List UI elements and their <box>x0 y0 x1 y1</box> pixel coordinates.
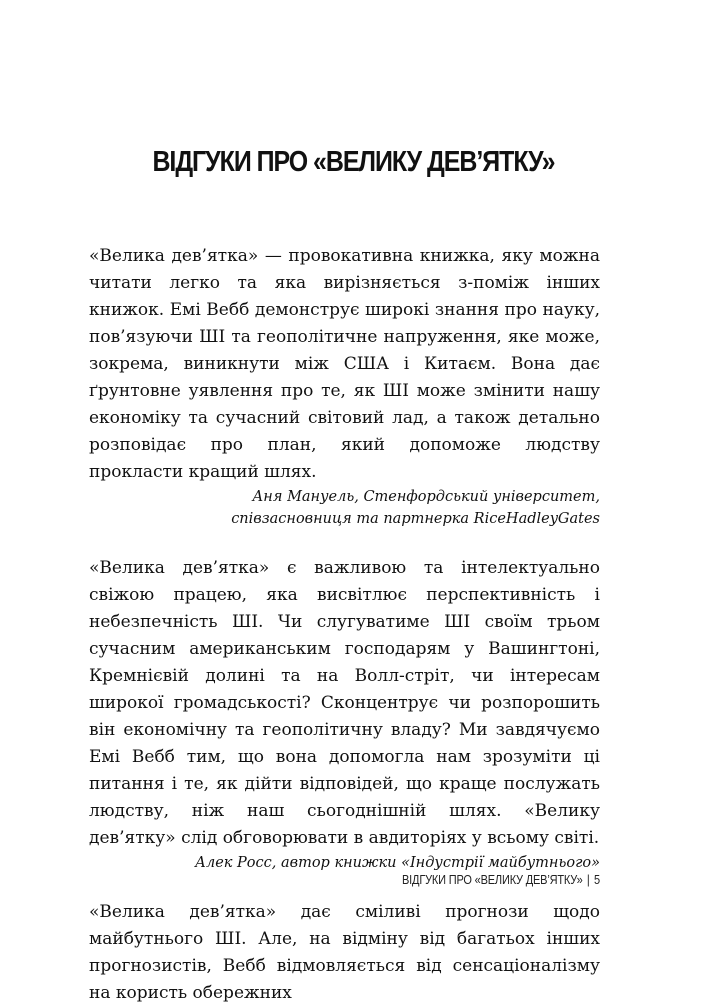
review-2 <box>89 555 600 874</box>
review-3 <box>89 899 600 1007</box>
running-title: ВІДГУКИ ПРО «ВЕЛИКУ ДЕВ’ЯТКУ» <box>402 873 583 887</box>
reviews-section <box>89 243 600 1007</box>
page-title: ВІДГУКИ ПРО «ВЕЛИКУ ДЕВ’ЯТКУ» <box>152 146 555 178</box>
footer-separator: | <box>586 873 590 887</box>
review-attribution: Алек Росс, автор книжки «Індустрії майбутнього» <box>194 855 600 871</box>
running-footer <box>402 873 600 887</box>
review-text: «Велика дев’ятка» — провокативна книжка, яку можна читати легко та яка вирізняється з-поміж інших книжок. Емі Вебб демонструє широкі знання про науку, пов’язуючи ШІ та геополітичне напруження, яке може, зокрема, виникнути між США і Китаєм. Вона дає ґрунтовне уявлення про те, як ШІ може змінити нашу економіку та сучасний світовий лад, а також детально розповідає про план, який допоможе людству прокласти кращий шлях. <box>89 246 600 482</box>
review-attribution: Аня Мануель, Стенфордський університет, <box>252 489 600 505</box>
review-1 <box>89 243 600 530</box>
review-text: «Велика дев’ятка» є важливою та інтелектуально свіжою працею, яка висвітлює перспективність і небезпечність ШІ. Чи слугуватиме ШІ своїм трьом сучасним американським господарям у Вашингтоні, Кремнієвій долині та на Волл-стріт, чи інтересам широкої громадськості? Сконцентрує чи розпорошить він економічну та геополітичну владу? Ми завдячуємо Емі Вебб тим, що вона допомогла нам зрозуміти ці питання і те, як дійти відповідей, що краще послужать людству, ніж наш сьогоднішній шлях. «Велику дев’ятку» слід обговорювати в авдиторіях у всьому світі. <box>89 558 600 848</box>
review-attribution-affiliation: співзасновниця та партнерка RiceHadleyGates <box>231 511 600 527</box>
page-number: 5 <box>594 873 600 887</box>
review-text: «Велика дев’ятка» дає сміливі прогнози щодо майбутнього ШІ. Але, на відміну від багатьох інших прогнозистів, Вебб відмовляється від сенсаціоналізму на користь обережних <box>89 902 600 1003</box>
